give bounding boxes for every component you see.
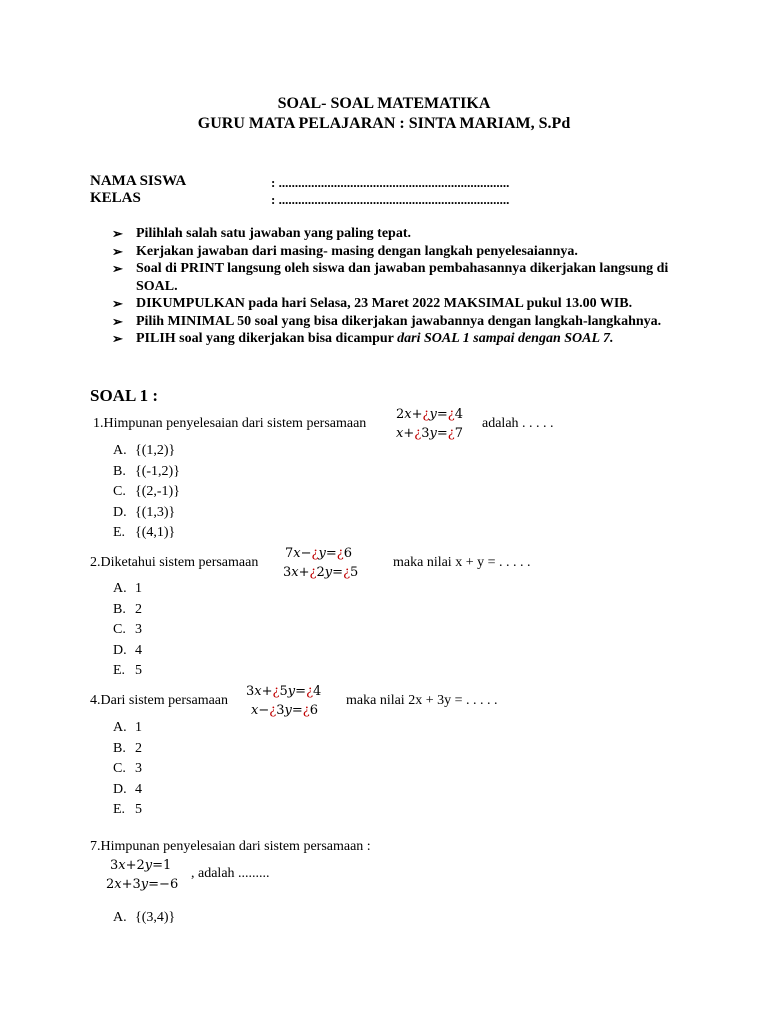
arrow-bullet-icon: ➢ <box>112 331 123 346</box>
instruction-item: ➢ Kerjakan jawaban dari masing- masing dengan langkah penyelesaiannya. <box>112 243 578 259</box>
question-2-text: 2.Diketahui sistem persamaan <box>90 555 259 570</box>
instruction-item: ➢ DIKUMPULKAN pada hari Selasa, 23 Maret 2022 MAKSIMAL pukul 13.00 WIB. <box>112 296 633 311</box>
arrow-bullet-icon: ➢ <box>112 261 123 276</box>
equation-line: x−¿3y=¿6 <box>251 703 319 718</box>
option-item: A. 1 <box>113 581 142 596</box>
page-subtitle: GURU MATA PELAJARAN : SINTA MARIAM, S.Pd <box>197 115 571 132</box>
option-item: A. 1 <box>113 720 142 735</box>
option-item: E. 5 <box>113 663 142 678</box>
equation-line: 3x+¿2y=¿5 <box>283 565 359 580</box>
question-7-equations <box>106 856 178 894</box>
option-item: C. 3 <box>113 761 142 776</box>
section-heading: SOAL 1 : <box>90 386 159 405</box>
option-item: C. 3 <box>113 622 142 637</box>
option-item: A. {(1,2)} <box>113 443 176 458</box>
question-4-text: 4.Dari sistem persamaan <box>90 693 229 708</box>
instruction-item: ➢ Soal di PRINT langsung oleh siswa dan jawaban pembahasannya dikerjakan langsung di SOAL. <box>112 261 669 294</box>
arrow-bullet-icon: ➢ <box>112 243 123 259</box>
name-field-blank: : ....................................................................... <box>271 175 510 190</box>
arrow-bullet-icon: ➢ <box>112 226 123 241</box>
question-2-suffix: maka nilai x + y = . . . . . <box>393 555 531 570</box>
class-field-blank: : ....................................................................... <box>271 192 510 207</box>
instruction-item: ➢ Pilih MINIMAL 50 soal yang bisa dikerjakan jawabannya dengan langkah-langkahnya. <box>112 313 662 329</box>
option-item: B. {(-1,2)} <box>113 463 180 479</box>
option-item: D. {(1,3)} <box>113 504 176 520</box>
question-4-suffix: maka nilai 2x + 3y = . . . . . <box>346 693 498 708</box>
name-field-label: NAMA SISWA <box>90 173 187 189</box>
equation-line: 3x+2y=1 <box>110 858 172 873</box>
instruction-item: ➢ PILIH soal yang dikerjakan bisa dicampur dari SOAL 1 sampai dengan SOAL 7. <box>112 331 614 346</box>
option-item: B. 2 <box>113 601 142 617</box>
question-1-equations <box>396 405 463 443</box>
question-2-options <box>113 579 142 682</box>
equation-line: 3x+¿5y=¿4 <box>246 684 322 699</box>
arrow-bullet-icon: ➢ <box>112 296 123 311</box>
question-7-suffix: , adalah ......... <box>191 866 270 881</box>
class-field-label: KELAS <box>90 190 141 206</box>
question-4-equations <box>246 682 321 720</box>
page-title: SOAL- SOAL MATEMATIKA <box>277 95 491 112</box>
question-7-options <box>113 908 175 929</box>
question-2-equations <box>283 544 358 582</box>
question-1-options <box>113 441 180 544</box>
option-item: A. {(3,4)} <box>113 910 176 925</box>
question-7-text: 7.Himpunan penyelesaian dari sistem persamaan : <box>90 839 371 854</box>
option-item: E. {(4,1)} <box>113 525 176 540</box>
question-1-text: 1.Himpunan penyelesaian dari sistem persamaan <box>93 416 367 431</box>
option-item: D. 4 <box>113 781 142 797</box>
instruction-item: ➢ Pilihlah salah satu jawaban yang paling tepat. <box>112 226 412 241</box>
option-item: B. 2 <box>113 740 142 756</box>
equation-line: 2x+¿y=¿4 <box>396 407 464 422</box>
equation-line: 7x−¿y=¿6 <box>285 546 353 561</box>
equation-line: 2x+3y=−6 <box>106 877 179 892</box>
instructions-list <box>112 225 692 348</box>
question-4-options <box>113 718 142 821</box>
option-item: D. 4 <box>113 642 142 658</box>
option-item: C. {(2,-1)} <box>113 484 180 499</box>
option-item: E. 5 <box>113 802 142 817</box>
equation-line: x+¿3y=¿7 <box>396 426 464 441</box>
arrow-bullet-icon: ➢ <box>112 313 123 329</box>
question-1-suffix: adalah . . . . . <box>482 416 554 431</box>
